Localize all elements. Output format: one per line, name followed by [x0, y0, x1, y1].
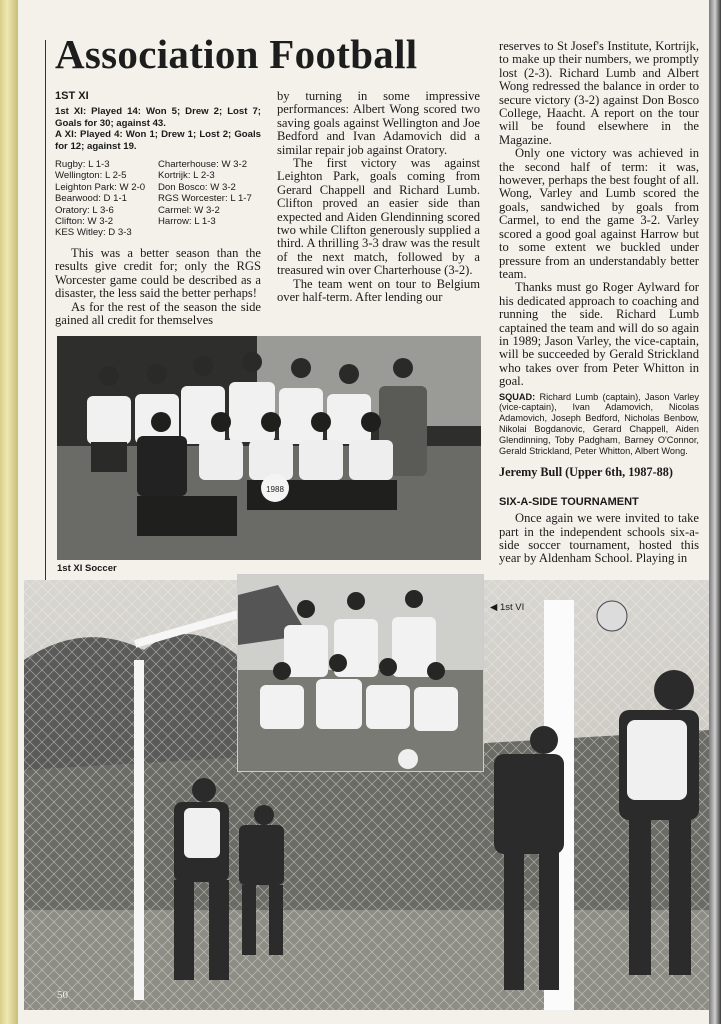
squad-list	[499, 392, 699, 457]
body-paragraph: Thanks must go Roger Aylward for his dedicated approach to coaching and running the side. Richard Lumb captained the team and will do so again in 1989; Jason Varley, the vice-captain, will be succeeded by Gerald Strickland who takes over from Peter Whitton in goal.	[499, 280, 699, 389]
first-xi-stats: 1st XI: Played 14: Won 5; Drew 2; Lost 7; Goals for 30; against 43.	[55, 106, 261, 129]
book-spine	[0, 0, 18, 1024]
result-item: Wellington: L 2-5	[55, 170, 127, 182]
body-paragraph: This was a better season than the results give credit for; only the RGS Worcester game could be described as a disaster, the less said the better perhaps!	[55, 245, 261, 301]
result-item: Kortrijk: L 2-3	[158, 170, 215, 182]
page-edge	[709, 0, 721, 1024]
results-table	[55, 159, 261, 239]
season-stats	[55, 106, 261, 152]
ball-year-text: 1988	[266, 485, 284, 494]
result-item: Rugby: L 1-3	[55, 159, 110, 171]
column-3	[499, 40, 699, 566]
body-paragraph: Only one victory was achieved in the second half of term: it was, however, perhaps the best fought of all. Wong, Varley and Lumb scored the goals, sandwiched by goals from Carmel, to end the game 3-2. Varley scored a good goal against Harrow but to some extent we buckled under pressure from an understandably better team.	[499, 146, 699, 281]
six-a-side-heading: SIX-A-SIDE TOURNAMENT	[499, 495, 639, 508]
column-1	[55, 90, 261, 327]
result-item: Oratory: L 3-6	[55, 204, 114, 216]
team-photo-1st-xi	[57, 336, 481, 560]
squad-label: SQUAD:	[499, 391, 536, 402]
squad-names: Richard Lumb (captain), Jason Varley (vice-captain), Ivan Adamovich, Nicolas Adamovich, Joseph Bedford, Nicholas Benbow, Nikolai Bogdanovic, Gerard Chappell, Aiden Glendinning, Toby Padgham, Barney O'Connor, Gerald Strickland, Peter Whitton, Albert Wong.	[499, 391, 699, 456]
result-item: RGS Worcester: L 1-7	[158, 193, 252, 205]
body-paragraph: The team went on tour to Belgium over half-term. After lending our	[277, 276, 480, 305]
photo-caption-1st-vi: ◀ 1st VI	[490, 602, 525, 613]
result-item: Don Bosco: W 3-2	[158, 181, 236, 193]
result-item: Leighton Park: W 2-0	[55, 181, 146, 193]
a-xi-stats: A XI: Played 4: Won 1; Drew 1; Lost 2; Goals for 12; against 19.	[55, 129, 261, 152]
column-2	[277, 90, 480, 305]
first-xi-heading: 1ST XI	[55, 90, 89, 102]
result-item: Charterhouse: W 3-2	[158, 159, 248, 171]
body-paragraph: reserves to St Josef's Institute, Kortrijk, to make up their numbers, we promptly lost (2-3). Richard Lumb and Albert Wong redressed the balance in order to secure victory (3-2) against Don Bosco College, Haacht. A report on the tour will be found elsewhere in the Magazine.	[499, 39, 699, 147]
body-paragraph: As for the rest of the season the side gained all credit for themselves	[55, 299, 261, 327]
body-paragraph: The first victory was against Leighton Park, goals coming from Gerard Chappell and Richard Lumb. Clifton proved an easier side than expected and Aiden Glendinning scored two while Clifton generously supplied a third. A thrilling 3-3 draw was the result of the next match, followed by a treasured win over Charterhouse (3-2).	[277, 156, 480, 278]
result-item: Harrow: L 1-3	[158, 216, 216, 228]
page-title: Association Football	[55, 31, 418, 77]
results-left-column	[55, 159, 158, 239]
result-item: Bearwood: D 1-1	[55, 193, 127, 205]
body-paragraph: Once again we were invited to take part in the independent schools six-a-side soccer tournament, hosted this year by Aldenham School. Playing in	[499, 511, 699, 566]
page-number: 50	[57, 989, 68, 1001]
body-paragraph: by turning in some impressive performances: Albert Wong scored two saving goals against Wellington and Joe Bedford and Ivan Adamovich did a similar repair job against Oratory.	[277, 89, 480, 157]
result-item: Carmel: W 3-2	[158, 204, 220, 216]
team-photo-1st-vi	[237, 574, 484, 772]
author-byline: Jeremy Bull (Upper 6th, 1987-88)	[499, 465, 673, 480]
results-right-column	[158, 159, 261, 239]
result-item: Clifton: W 3-2	[55, 216, 114, 228]
result-item: KES Witley: D 3-3	[55, 227, 132, 239]
photo-caption-1st-xi: 1st XI Soccer	[57, 563, 117, 574]
